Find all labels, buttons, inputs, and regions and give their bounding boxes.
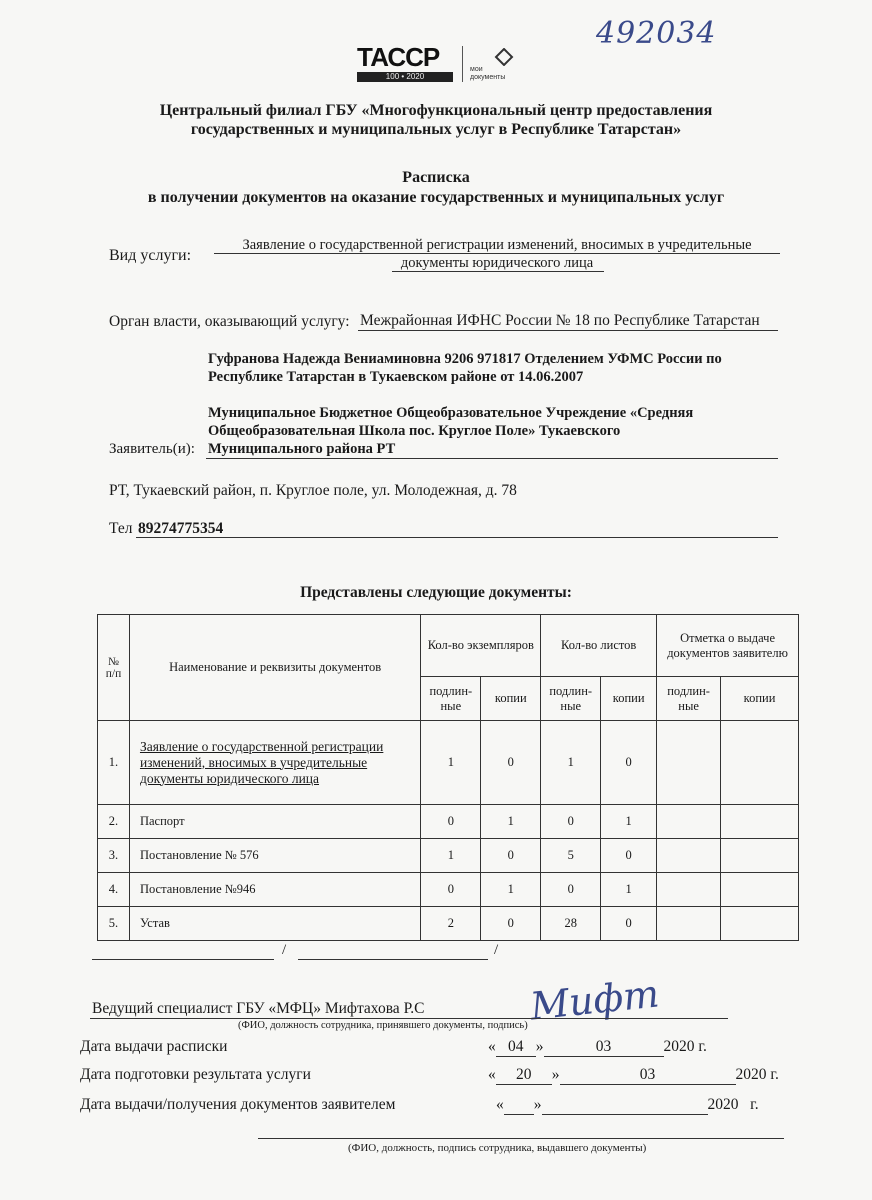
row-doc-name: Постановление №946 (129, 873, 420, 907)
documents-table (97, 614, 799, 941)
table-header-row (98, 615, 799, 677)
specialist-caption: (ФИО, должность сотрудника, принявшего документы, подпись) (238, 1020, 528, 1031)
specialist-signature: Мифт (528, 971, 662, 1029)
moi-dokumenty-icon (494, 48, 514, 66)
row-issue-orig (657, 873, 721, 907)
blank-line-2 (298, 959, 488, 960)
applicant-person-line1: Гуфранова Надежда Вениаминовна 9206 971817 Отделением УФМС России по (208, 351, 722, 367)
row-ex-orig: 1 (421, 839, 481, 873)
row-doc-name-text: Заявление о государственной регистрации изменений, вносимых в учредительные документы юридического лица (139, 738, 384, 786)
service-value-line1: Заявление о государственной регистрации изменений, вносимых в учредительные (242, 237, 752, 253)
receipt-title: Расписка (402, 169, 470, 186)
applicant-org-line1: Муниципальное Бюджетное Общеобразовательное Учреждение «Средняя (208, 405, 694, 421)
row-ex-copy: 1 (481, 873, 541, 907)
issue-date-label: Дата выдачи расписки (80, 1038, 228, 1055)
phone-label: Тел (109, 520, 133, 537)
applicant-address: РТ, Тукаевский район, п. Круглое поле, ул. Молодежная, д. 78 (109, 482, 517, 499)
moi-dokumenty-logo (470, 48, 520, 82)
return-date-label: Дата выдачи/получения документов заявителем (80, 1096, 396, 1113)
row-issue-copy (721, 805, 799, 839)
table-row (98, 805, 799, 839)
return-date: « » 2020 г. (496, 1096, 759, 1113)
applicant-org-line2: Общеобразовательная Школа пос. Круглое Поле» Тукаевского (208, 423, 621, 439)
service-label: Вид услуги: (109, 247, 192, 264)
row-sh-copy: 0 (601, 721, 657, 805)
table-row (98, 721, 799, 805)
row-sh-orig: 0 (541, 873, 601, 907)
subheader-copies: копии (601, 677, 657, 721)
row-ex-orig: 0 (421, 873, 481, 907)
applicant-person-line2: Республике Татарстан в Тукаевском районе от 14.06.2007 (208, 369, 584, 385)
row-sh-orig: 1 (541, 721, 601, 805)
row-num: 5. (98, 907, 130, 941)
row-ex-orig: 0 (421, 805, 481, 839)
subheader-copies: копии (721, 677, 799, 721)
row-issue-copy (721, 907, 799, 941)
table-row (98, 839, 799, 873)
prep-date-label: Дата подготовки результата услуги (80, 1066, 311, 1083)
specialist-underline (90, 1018, 728, 1019)
row-ex-copy: 0 (481, 721, 541, 805)
header-issue-mark: Отметка о выдаче документов заявителю (657, 615, 799, 677)
row-doc-name (129, 721, 420, 805)
slash-2: / (494, 942, 499, 958)
row-doc-name: Постановление № 576 (129, 839, 420, 873)
row-num: 4. (98, 873, 130, 907)
return-year: 2020 г. (707, 1096, 759, 1113)
tassr-logo (357, 44, 453, 84)
authority-underline (358, 330, 778, 331)
issue-month: 03 (544, 1038, 664, 1057)
row-ex-copy: 0 (481, 839, 541, 873)
org-header-line2: государственных и муниципальных услуг в Республике Татарстан» (190, 121, 682, 138)
row-issue-copy (721, 839, 799, 873)
prep-date: « 20 » 03 2020 г. (488, 1066, 779, 1083)
row-ex-copy: 0 (481, 907, 541, 941)
header-copies-count: Кол-во экземпляров (421, 615, 541, 677)
applicant-label: Заявитель(и): (109, 441, 195, 457)
row-ex-copy: 1 (481, 805, 541, 839)
receipt-subtitle: в получении документов на оказание государственных и муниципальных услуг (147, 189, 725, 206)
authority-value: Межрайонная ИФНС России № 18 по Республике Татарстан (360, 312, 760, 329)
subheader-originals: подлин-ные (657, 677, 721, 721)
tassr-logo-sub: 100 • 2020 (357, 72, 453, 82)
applicant-underline (206, 458, 778, 459)
logo-divider (462, 46, 463, 82)
subheader-originals: подлин-ные (541, 677, 601, 721)
row-sh-copy: 1 (601, 873, 657, 907)
tassr-logo-text: ТАССР (357, 42, 440, 72)
phone-underline (136, 537, 778, 538)
return-day (504, 1096, 534, 1115)
slash-1: / (282, 942, 287, 958)
row-issue-orig (657, 721, 721, 805)
return-month (542, 1096, 708, 1115)
header-num: № п/п (98, 615, 130, 721)
issue-day: 04 (496, 1038, 536, 1057)
issue-date: « 04 » 03 2020 г. (488, 1038, 707, 1055)
prep-month: 03 (560, 1066, 736, 1085)
row-num: 1. (98, 721, 130, 805)
service-underline-2 (392, 271, 604, 272)
row-issue-orig (657, 805, 721, 839)
row-doc-name: Паспорт (129, 805, 420, 839)
applicant-org-line3: Муниципального района РТ (208, 441, 396, 457)
service-underline-1 (214, 253, 780, 254)
subheader-originals: подлин-ные (421, 677, 481, 721)
row-doc-name: Устав (129, 907, 420, 941)
footer-caption: (ФИО, должность, подпись сотрудника, выдавшего документы) (348, 1142, 647, 1154)
row-issue-orig (657, 839, 721, 873)
table-row (98, 907, 799, 941)
row-sh-copy: 0 (601, 907, 657, 941)
row-issue-copy (721, 873, 799, 907)
row-sh-orig: 5 (541, 839, 601, 873)
row-issue-copy (721, 721, 799, 805)
row-sh-copy: 1 (601, 805, 657, 839)
specialist-name: Ведущий специалист ГБУ «МФЦ» Мифтахова Р.С (92, 1000, 425, 1017)
row-ex-orig: 2 (421, 907, 481, 941)
issue-year: 2020 г. (663, 1038, 707, 1055)
row-ex-orig: 1 (421, 721, 481, 805)
moi-dokumenty-text: мои документы (470, 66, 506, 81)
row-sh-orig: 0 (541, 805, 601, 839)
row-num: 2. (98, 805, 130, 839)
org-header-line1: Центральный филиал ГБУ «Многофункциональный центр предоставления (159, 102, 713, 119)
prep-day: 20 (496, 1066, 552, 1085)
prep-year: 2020 г. (735, 1066, 779, 1083)
row-sh-orig: 28 (541, 907, 601, 941)
phone-value: 89274775354 (138, 520, 224, 537)
row-issue-orig (657, 907, 721, 941)
row-num: 3. (98, 839, 130, 873)
blank-line-1 (92, 959, 274, 960)
subheader-copies: копии (481, 677, 541, 721)
service-value-line2: документы юридического лица (400, 255, 594, 271)
documents-caption: Представлены следующие документы: (300, 584, 572, 601)
header-sheets-count: Кол-во листов (541, 615, 657, 677)
authority-label: Орган власти, оказывающий услугу: (109, 313, 350, 330)
row-sh-copy: 0 (601, 839, 657, 873)
footer-underline (258, 1138, 784, 1139)
header-name: Наименование и реквизиты документов (129, 615, 420, 721)
table-row (98, 873, 799, 907)
handwritten-number: 492034 (596, 16, 717, 51)
